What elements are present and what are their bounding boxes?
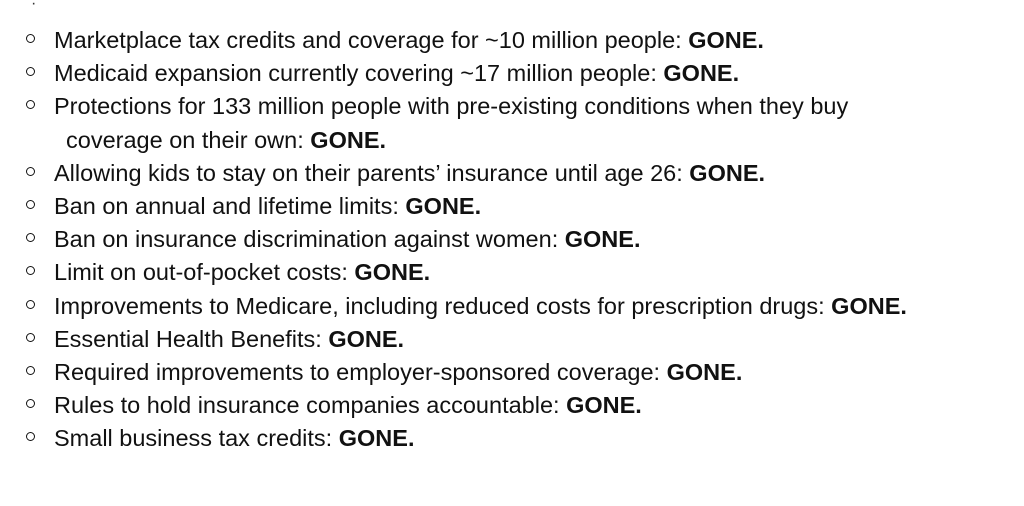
list-item: [0, 356, 1024, 389]
item-status: GONE.: [688, 27, 764, 53]
item-text: Limit on out-of-pocket costs:: [54, 259, 348, 286]
hollow-bullet-icon: [26, 67, 35, 76]
hollow-bullet-icon: [26, 100, 35, 109]
hollow-bullet-icon: [26, 300, 35, 309]
list-item: [0, 190, 1024, 223]
hollow-bullet-icon: [26, 34, 35, 43]
hollow-bullet-icon: [26, 167, 35, 176]
hollow-bullet-icon: [26, 333, 35, 342]
list-item: [0, 389, 1024, 422]
list-item: [0, 256, 1024, 289]
item-text: Allowing kids to stay on their parents’ insurance until age 26:: [54, 159, 683, 186]
item-status: GONE.: [405, 193, 482, 220]
list-item: [0, 57, 1024, 90]
item-status: GONE.: [328, 325, 405, 352]
hollow-bullet-icon: [26, 432, 35, 441]
hollow-bullet-icon: [26, 233, 35, 242]
bullet-list: [0, 24, 1024, 456]
item-status: GONE.: [689, 159, 766, 186]
item-continuation-text: coverage on their own:: [66, 126, 304, 153]
list-item: [0, 323, 1024, 356]
list-item: [0, 157, 1024, 190]
item-status: GONE.: [831, 292, 907, 319]
item-text: Ban on insurance discrimination against women:: [54, 226, 559, 253]
hollow-bullet-icon: [26, 200, 35, 209]
list-item: [0, 90, 1024, 156]
hollow-bullet-icon: [26, 266, 35, 275]
hollow-bullet-icon: [26, 366, 35, 375]
item-status: GONE.: [663, 60, 740, 87]
item-status: GONE.: [338, 425, 415, 452]
list-item: [0, 24, 1024, 57]
item-status: GONE.: [564, 226, 641, 253]
item-text: Protections for 133 million people with pre-existing conditions when they buy: [54, 93, 849, 120]
item-status: GONE.: [666, 359, 743, 386]
item-status: GONE.: [310, 126, 387, 153]
item-text: Rules to hold insurance companies accountable:: [54, 392, 560, 419]
item-text: Small business tax credits:: [54, 425, 333, 452]
stray-mark: ·: [31, 0, 37, 12]
item-status: GONE.: [354, 259, 431, 286]
list-item: [0, 422, 1024, 455]
item-text: Essential Health Benefits:: [54, 325, 322, 352]
item-text-continuation: [54, 124, 1024, 157]
item-status: GONE.: [566, 392, 642, 419]
hollow-bullet-icon: [26, 399, 35, 408]
item-text: Improvements to Medicare, including reduced costs for prescription drugs:: [54, 292, 825, 319]
item-text: Required improvements to employer-sponsored coverage:: [54, 359, 661, 386]
list-item: [0, 223, 1024, 256]
item-text: Ban on annual and lifetime limits:: [54, 193, 399, 220]
item-text: Marketplace tax credits and coverage for ~10 million people:: [54, 27, 682, 53]
item-text: Medicaid expansion currently covering ~17 million people:: [54, 60, 657, 87]
list-item: [0, 290, 1024, 323]
